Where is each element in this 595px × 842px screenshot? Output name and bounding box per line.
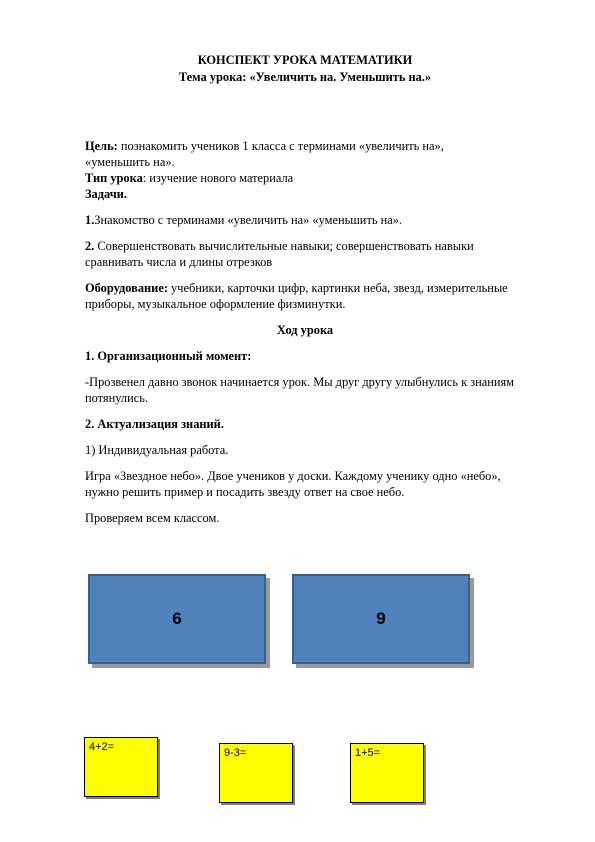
tasks-heading: Задачи. [85, 187, 127, 201]
section-1-text: -Прозвенел давно звонок начинается урок. Мы друг другу улыбнулись к знаниям потянулись. [85, 375, 515, 405]
task-2-number: 2. [85, 239, 95, 253]
goal-text-2: «уменьшить на». [85, 155, 175, 169]
document-title: КОНСПЕКТ УРОКА МАТЕМАТИКИ [197, 53, 413, 67]
sky-card-2: 9 [292, 574, 470, 664]
star-example-1: 4+2= [84, 737, 158, 797]
sky-card-1: 6 [88, 574, 266, 664]
goal-label: Цель: [85, 139, 118, 153]
task-2-text: Совершенствовать вычислительные навыки; совершенствовать навыки сравнивать числа и длины отрезков [85, 239, 474, 269]
lesson-type-paragraph [85, 170, 525, 186]
goal-text-1: познакомить учеников 1 класса с терминами «увеличить на», [117, 139, 444, 153]
lesson-document [85, 52, 525, 526]
star-example-3: 1+5= [350, 743, 424, 803]
check-text: Проверяем всем классом. [85, 511, 220, 525]
task-2 [85, 238, 525, 270]
equipment-text: учебники, карточки цифр, картинки неба, звезд, измерительные приборы, музыкальное оформление физминутки. [85, 281, 508, 311]
lesson-topic: Тема урока: «Увеличить на. Уменьшить на.» [178, 70, 432, 84]
section-2-heading: 2. Актуализация знаний. [85, 417, 224, 431]
star-example-2: 9-3= [219, 743, 293, 803]
lesson-type-text: : изучение нового материала [142, 171, 294, 185]
goal-paragraph [85, 138, 525, 170]
task-1-text: Знакомство с терминами «увеличить на» «уменьшить на». [94, 213, 403, 227]
course-heading: Ход урока [276, 323, 334, 337]
game-description: Игра «Звездное небо». Двое учеников у доски. Каждому ученику одно «небо», нужно решить пример и посадить звезду ответ на свое небо. [85, 469, 501, 499]
task-1 [85, 212, 525, 228]
lesson-type-label: Тип урока [85, 171, 143, 185]
equipment-paragraph [85, 280, 525, 312]
section-1-heading: 1. Организационный момент: [85, 349, 252, 363]
task-1-number: 1. [85, 213, 95, 227]
equipment-label: Оборудование: [85, 281, 168, 295]
section-2-item-1: 1) Индивидуальная работа. [85, 443, 229, 457]
